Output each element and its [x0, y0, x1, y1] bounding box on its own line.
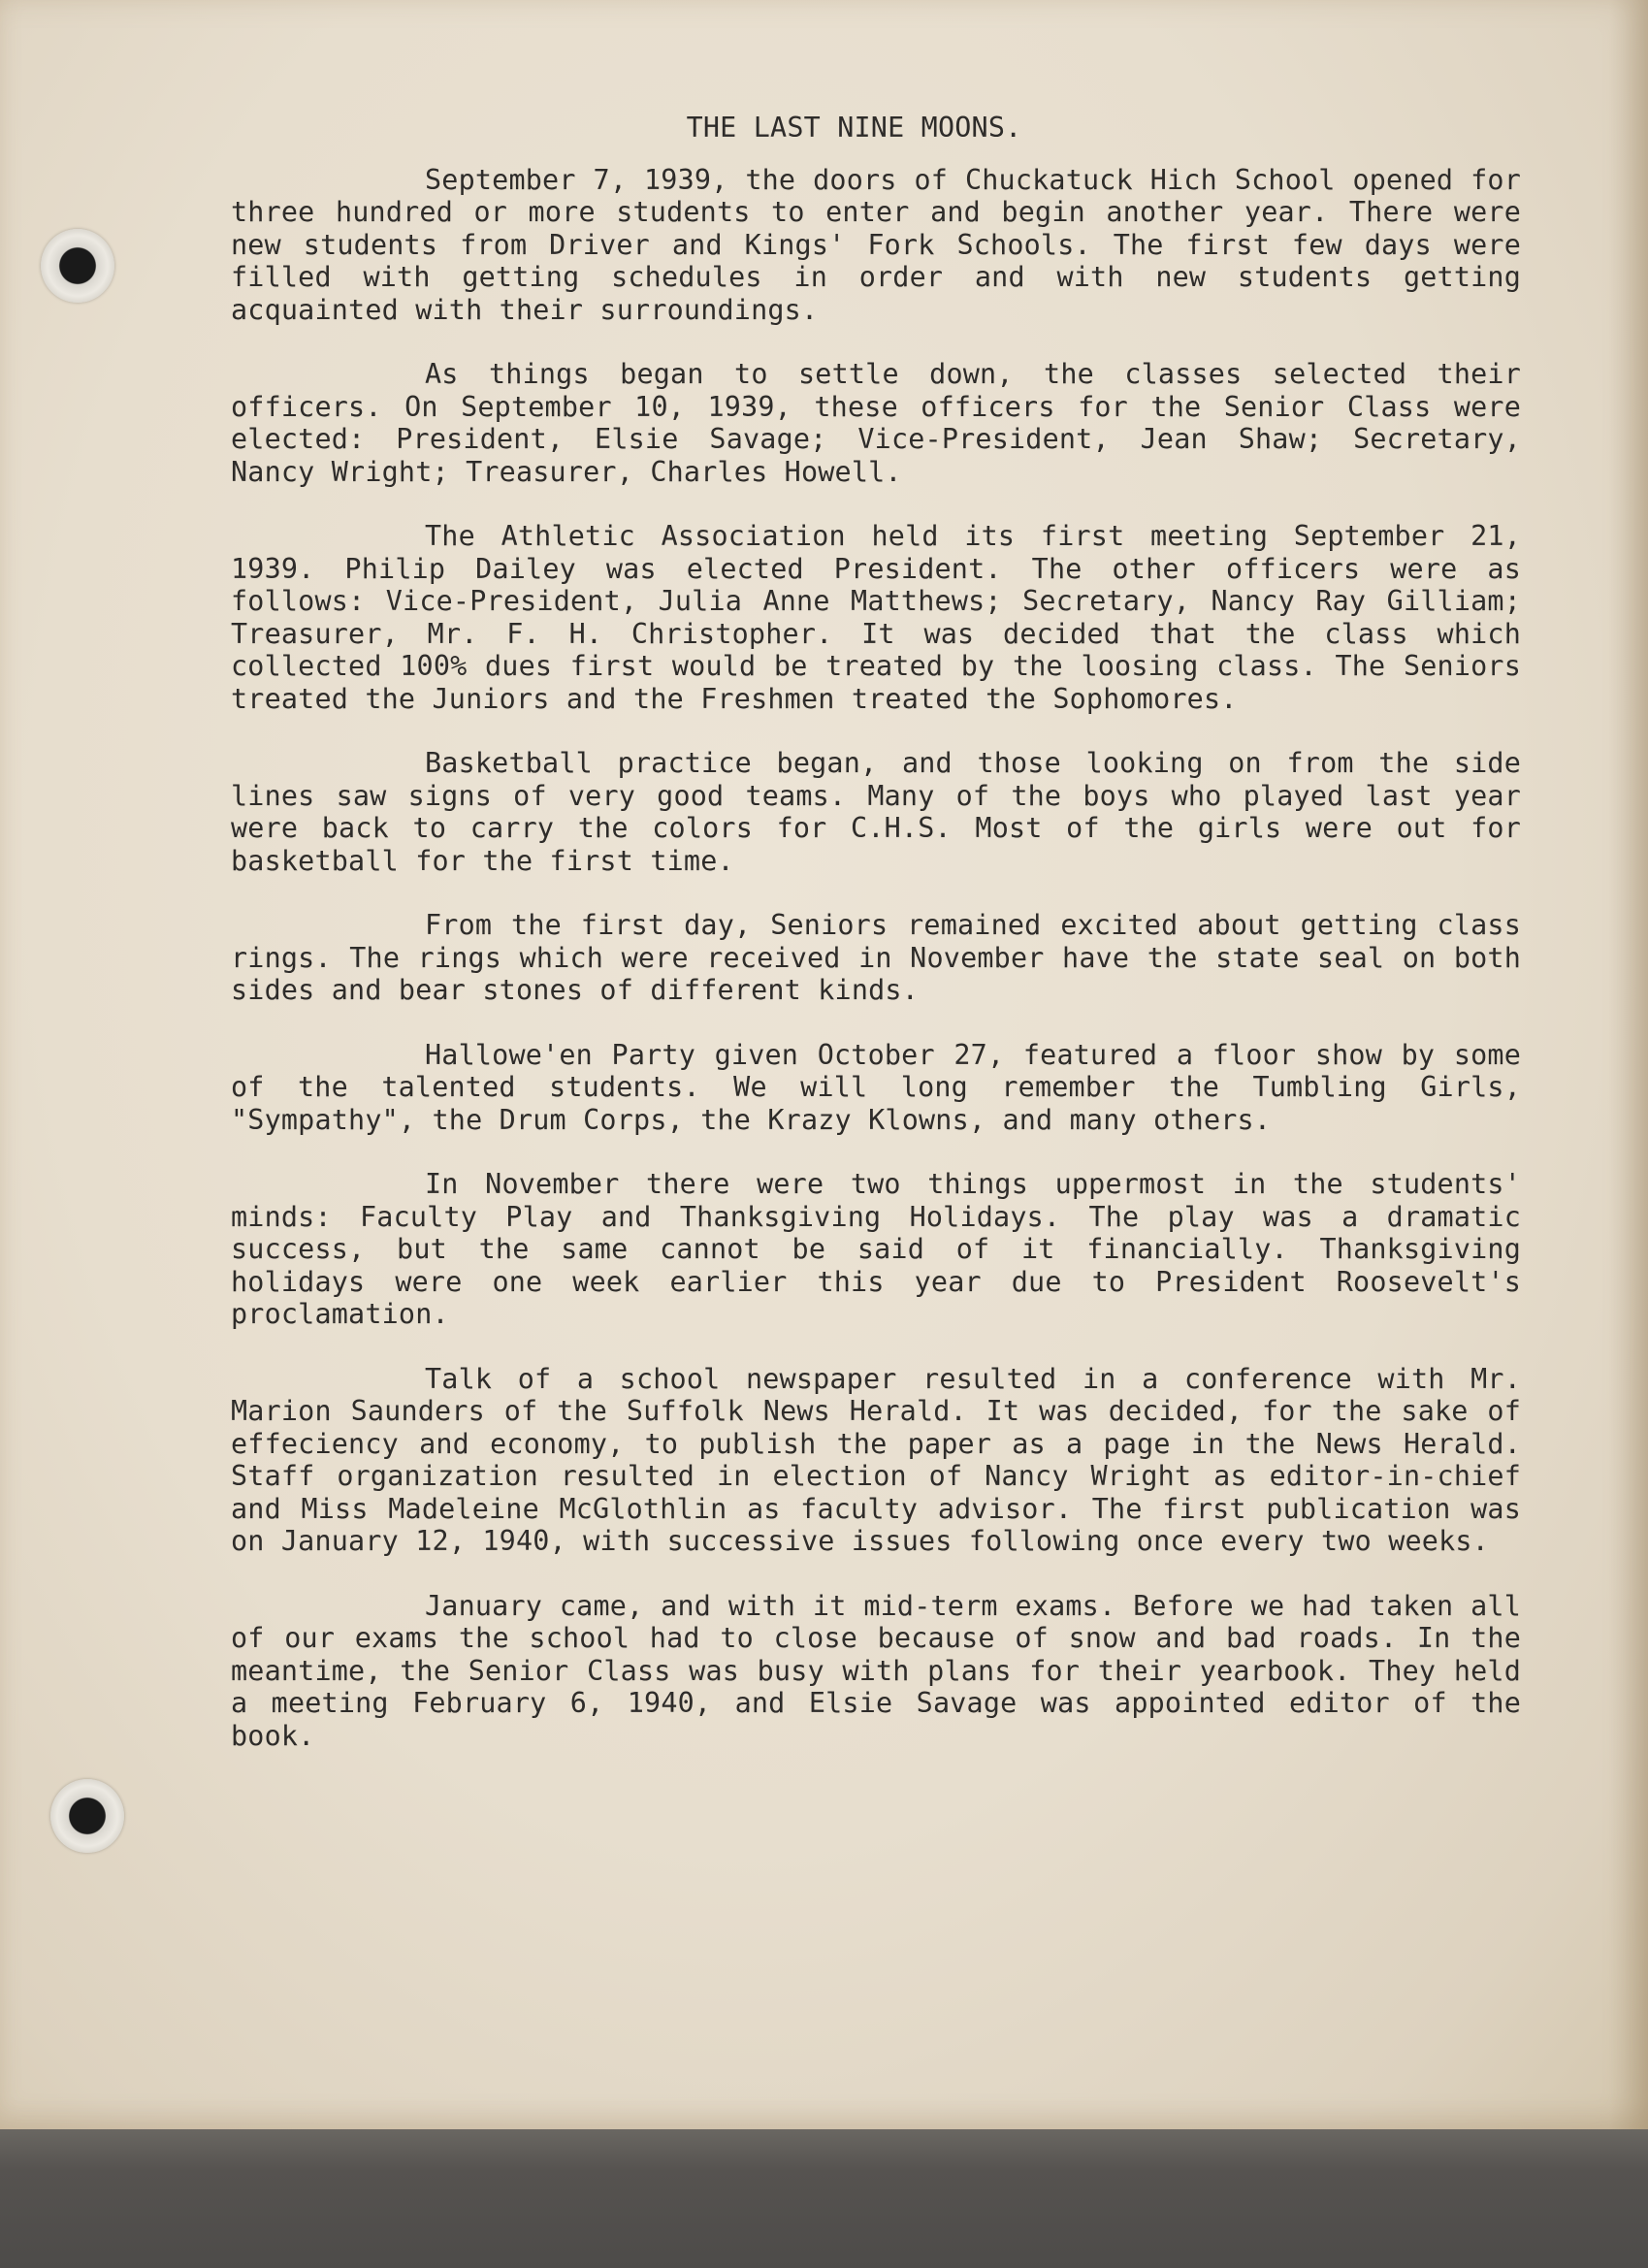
scanner-bed-margin: [0, 2129, 1648, 2268]
paragraph-halloween-party: Hallowe'en Party given October 27, featured a floor show by some of the talented students. We will long remember the Tumbling Girls, "Sympathy", the Drum Corps, the Krazy Klowns, and many others.: [231, 1038, 1521, 1136]
paragraph-newspaper: Talk of a school newspaper resulted in a conference with Mr. Marion Saunders of the Suffolk News Herald. It was decided, for the sake of effeciency and economy, to publish the paper as a page in the News Herald. Staff organization resulted in election of Nancy Wright as editor-in-chief and Miss Madeleine McGlothlin as faculty advisor. The first publication was on January 12, 1940, with successive issues following once every two weeks.: [231, 1362, 1521, 1557]
binder-hole-top: [41, 229, 114, 303]
paragraph-class-officers: As things began to settle down, the classes selected their officers. On September 10, 1939, these officers for the Senior Class were elected: President, Elsie Savage; Vice-President, Jean Shaw; Secretary, Nancy Wright; Treasurer, Charles Howell.: [231, 358, 1521, 488]
typed-document: [231, 112, 1521, 1784]
paper-edge-shading: [1609, 0, 1648, 2129]
paragraph-athletic-association: The Athletic Association held its first meeting September 21, 1939. Philip Dailey was elected President. The other officers were as follows: Vice-President, Julia Anne Matthews; Secretary, Nancy Ray Gilliam; Treasurer, Mr. F. H. Christopher. It was decided that the class which collected 100% dues first would be treated by the loosing class. The Seniors treated the Juniors and the Freshmen treated the Sophomores.: [231, 520, 1521, 715]
paragraph-november: In November there were two things uppermost in the students' minds: Faculty Play and Thanksgiving Holidays. The play was a dramatic success, but the same cannot be said of it financially. Thanksgiving holidays were one week earlier this year due to President Roosevelt's proclamation.: [231, 1168, 1521, 1330]
document-title: THE LAST NINE MOONS.: [686, 112, 1022, 144]
paragraph-class-rings: From the first day, Seniors remained excited about getting class rings. The rings which were received in November have the state seal on both sides and bear stones of different kinds.: [231, 909, 1521, 1006]
paragraph-opening-day: September 7, 1939, the doors of Chuckatuck Hich School opened for three hundred or more students to enter and begin another year. There were new students from Driver and Kings' Fork Schools. The first few days were filled with getting schedules in order and with new students getting acquainted with their surroundings.: [231, 163, 1521, 326]
binder-hole-bottom: [50, 1779, 124, 1853]
paragraph-january: January came, and with it mid-term exams. Before we had taken all of our exams the school had to close because of snow and bad roads. In the meantime, the Senior Class was busy with plans for their yearbook. They held a meeting February 6, 1940, and Elsie Savage was appointed editor of the book.: [231, 1589, 1521, 1752]
paragraph-basketball: Basketball practice began, and those looking on from the side lines saw signs of very good teams. Many of the boys who played last year were back to carry the colors for C.H.S. Most of the girls were out for basketball for the first time.: [231, 747, 1521, 877]
